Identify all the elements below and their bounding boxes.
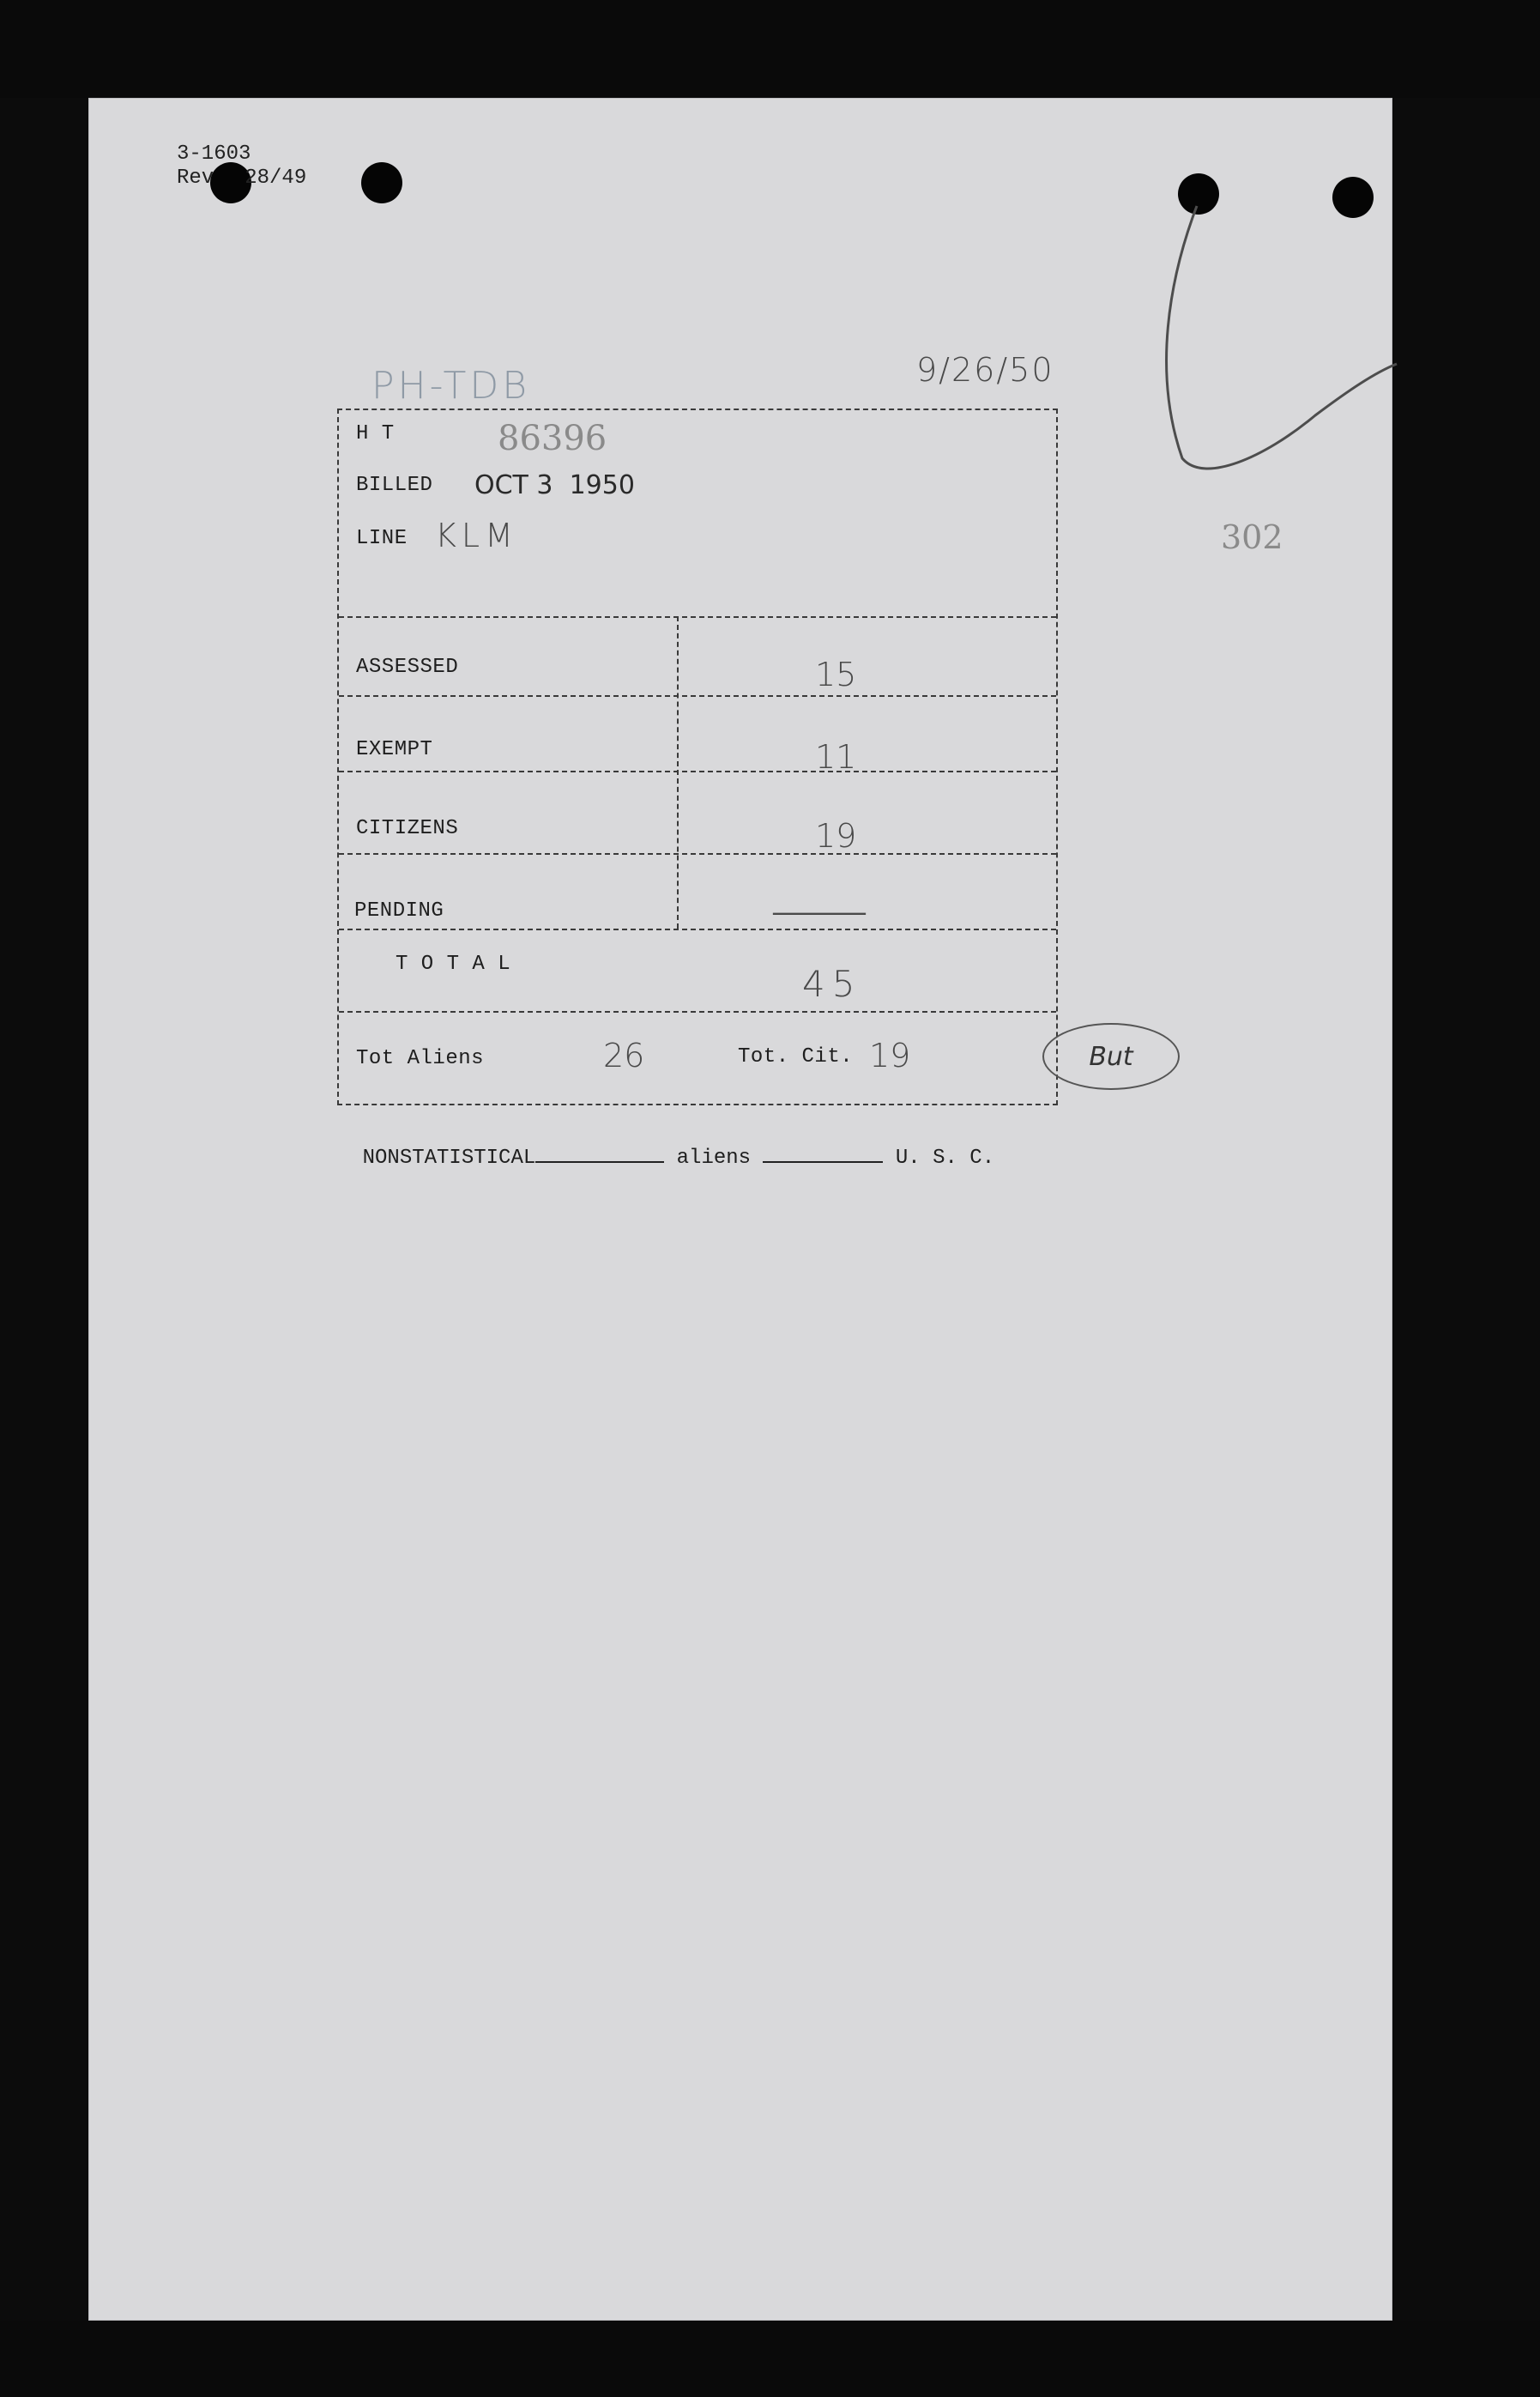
scan-border-top	[0, 0, 1540, 98]
total-label: T O T A L	[396, 953, 511, 976]
initials-text: But	[1089, 1041, 1133, 1072]
tally-value-pending: —	[768, 881, 871, 941]
ht-number: 86396	[498, 419, 607, 458]
billed-date: OCT 3 1950	[474, 470, 635, 500]
handwritten-date: 9/26/50	[916, 351, 1054, 389]
tally-label-pending: PENDING	[354, 899, 444, 923]
form-code-date: 28/49	[245, 166, 307, 190]
total-value: 45	[802, 963, 862, 1005]
row-divider	[339, 1011, 1056, 1013]
row-divider	[339, 929, 1056, 930]
usc-label: U. S. C.	[895, 1147, 995, 1170]
tally-value-assessed: 15	[815, 656, 857, 693]
row-divider	[339, 616, 1056, 618]
row-divider	[339, 695, 1056, 697]
carrier-mark: PH-TDB	[371, 364, 531, 408]
line-value: KLM	[435, 517, 518, 554]
row-divider	[339, 771, 1056, 772]
record-box	[337, 409, 1058, 1105]
nonstat-label: NONSTATISTICAL	[362, 1147, 536, 1170]
tot-cit-value: 19	[869, 1037, 911, 1074]
pencil-curve	[1066, 201, 1401, 484]
nonstatistical-line	[313, 1123, 994, 1193]
side-number: 302	[1221, 518, 1283, 556]
tot-aliens-value: 26	[603, 1037, 645, 1074]
aliens-label: aliens	[676, 1147, 752, 1170]
document-page	[88, 98, 1392, 2321]
form-code-line1: 3-1603	[177, 142, 251, 166]
form-code	[177, 142, 306, 191]
aliens-blank	[763, 1161, 883, 1163]
tally-label-exempt: EXEMPT	[356, 738, 433, 761]
initials-oval	[1042, 1023, 1180, 1090]
billed-label: BILLED	[356, 474, 433, 497]
column-divider	[677, 616, 679, 929]
scan-border-bottom	[0, 2321, 1540, 2397]
tot-aliens-label: Tot Aliens	[356, 1047, 485, 1070]
row-divider	[339, 853, 1056, 855]
ht-label: H T	[356, 422, 395, 445]
line-label: LINE	[356, 527, 408, 550]
tally-label-citizens: CITIZENS	[356, 817, 459, 840]
punch-hole	[361, 162, 402, 203]
tally-value-exempt: 11	[815, 738, 857, 776]
tally-label-assessed: ASSESSED	[356, 656, 459, 679]
tally-value-citizens: 19	[815, 817, 857, 855]
tot-cit-label: Tot. Cit.	[738, 1045, 854, 1068]
form-code-rev: Rev	[177, 166, 214, 190]
nonstat-blank	[535, 1161, 664, 1163]
